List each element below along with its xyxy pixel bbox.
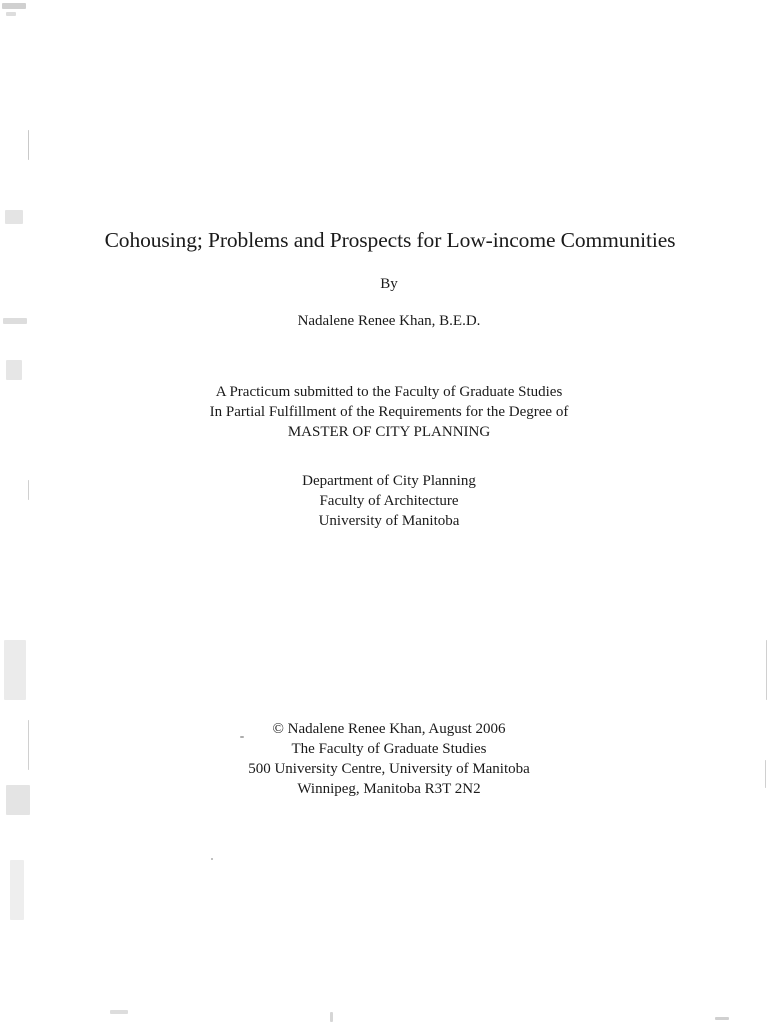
submission-line: A Practicum submitted to the Faculty of Graduate Studies bbox=[215, 384, 563, 400]
address-line: 500 University Centre, University of Manitoba bbox=[248, 761, 530, 777]
degree-name: MASTER OF CITY PLANNING bbox=[287, 424, 491, 440]
submission-line: In Partial Fulfillment of the Requirements for the Degree of bbox=[209, 404, 569, 420]
submission-statement bbox=[4, 382, 770, 442]
faculty-name: Faculty of Architecture bbox=[319, 493, 459, 509]
university-name: University of Manitoba bbox=[318, 513, 460, 529]
document-title: Cohousing; Problems and Prospects for Low-income Communities bbox=[104, 228, 676, 252]
address-line: The Faculty of Graduate Studies bbox=[291, 741, 487, 757]
by-label: By bbox=[380, 276, 398, 292]
department-block bbox=[4, 471, 770, 531]
copyright-line: © Nadalene Renee Khan, August 2006 bbox=[272, 721, 506, 737]
address-line: Winnipeg, Manitoba R3T 2N2 bbox=[297, 781, 481, 797]
author-name: Nadalene Renee Khan, B.E.D. bbox=[297, 313, 481, 329]
department-name: Department of City Planning bbox=[302, 473, 476, 489]
copyright-block bbox=[4, 719, 770, 799]
